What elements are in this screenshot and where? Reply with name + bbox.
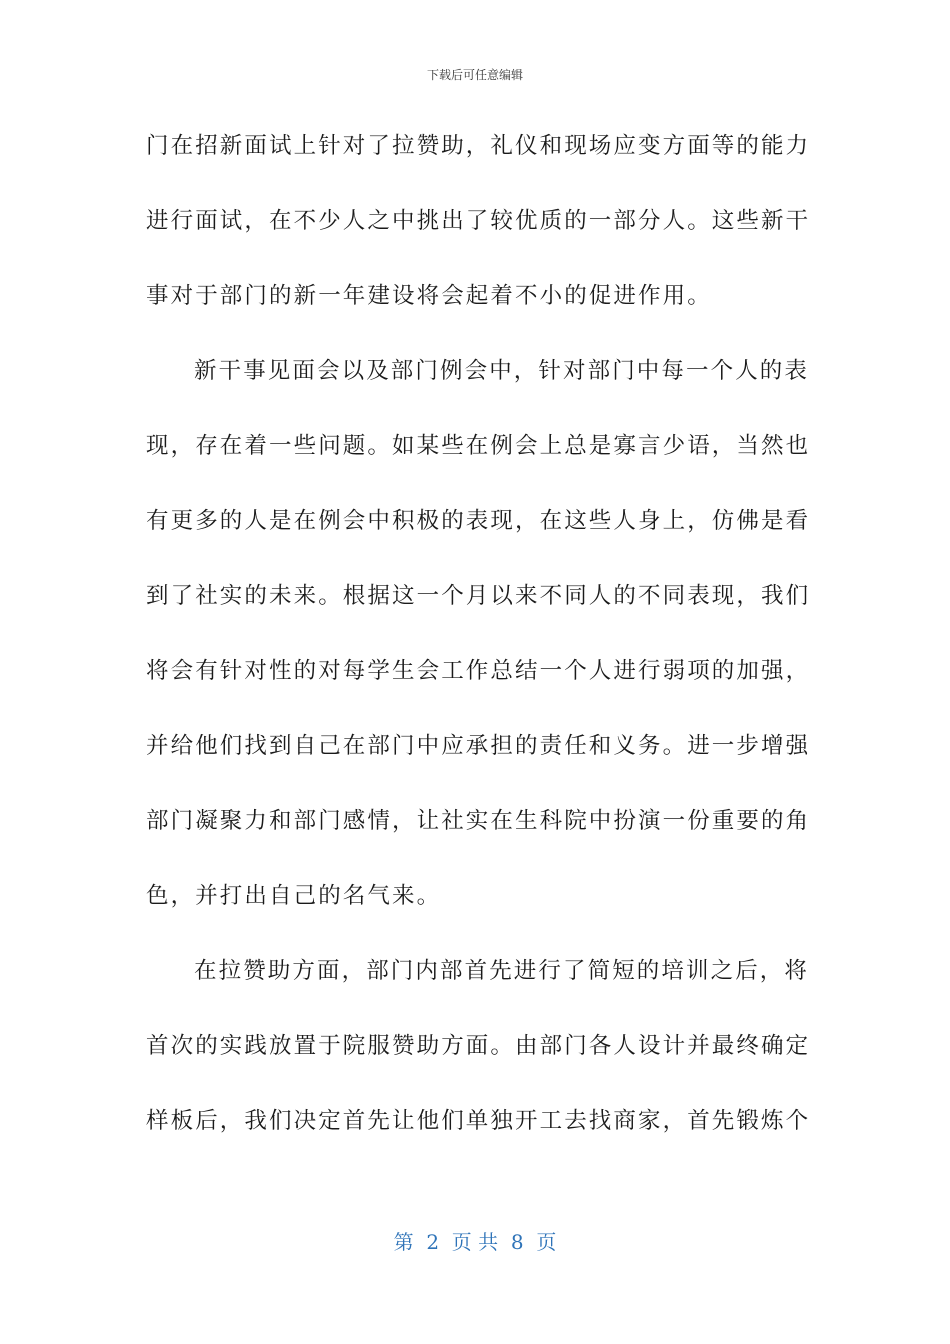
- paragraph-first-line: 新干事见面会以及部门例会中，针对部门中每一个人的表: [194, 358, 810, 384]
- text-line: 样板后，我们决定首先让他们单独开工去找商家，首先锻炼个: [146, 1108, 811, 1134]
- page-number-footer: 第 2 页 共 8 页: [393, 1230, 557, 1254]
- text-line: 首次的实践放置于院服赞助方面。由部门各人设计并最终确定: [146, 1033, 811, 1059]
- paragraph-first-line: 在拉赞助方面，部门内部首先进行了简短的培训之后，将: [194, 958, 810, 984]
- document-body: [146, 124, 811, 1174]
- text-line: 门在招新面试上针对了拉赞助，礼仪和现场应变方面等的能力: [146, 133, 811, 159]
- text-line: 进行面试，在不少人之中挑出了较优质的一部分人。这些新干: [146, 208, 811, 234]
- text-line: 部门凝聚力和部门感情，让社实在生科院中扮演一份重要的角: [146, 808, 811, 834]
- text-line: 将会有针对性的对每学生会工作总结一个人进行弱项的加强，: [146, 658, 811, 684]
- text-line: 到了社实的未来。根据这一个月以来不同人的不同表现，我们: [146, 583, 811, 609]
- text-line: 并给他们找到自己在部门中应承担的责任和义务。进一步增强: [146, 733, 811, 759]
- page-header: 下载后可任意编辑: [426, 68, 523, 82]
- text-line: 现，存在着一些问题。如某些在例会上总是寡言少语，当然也: [146, 433, 811, 459]
- text-line: 色，并打出自己的名气来。: [146, 883, 442, 909]
- text-line: 事对于部门的新一年建设将会起着不小的促进作用。: [146, 283, 712, 309]
- text-line: 有更多的人是在例会中积极的表现，在这些人身上，仿佛是看: [146, 508, 811, 534]
